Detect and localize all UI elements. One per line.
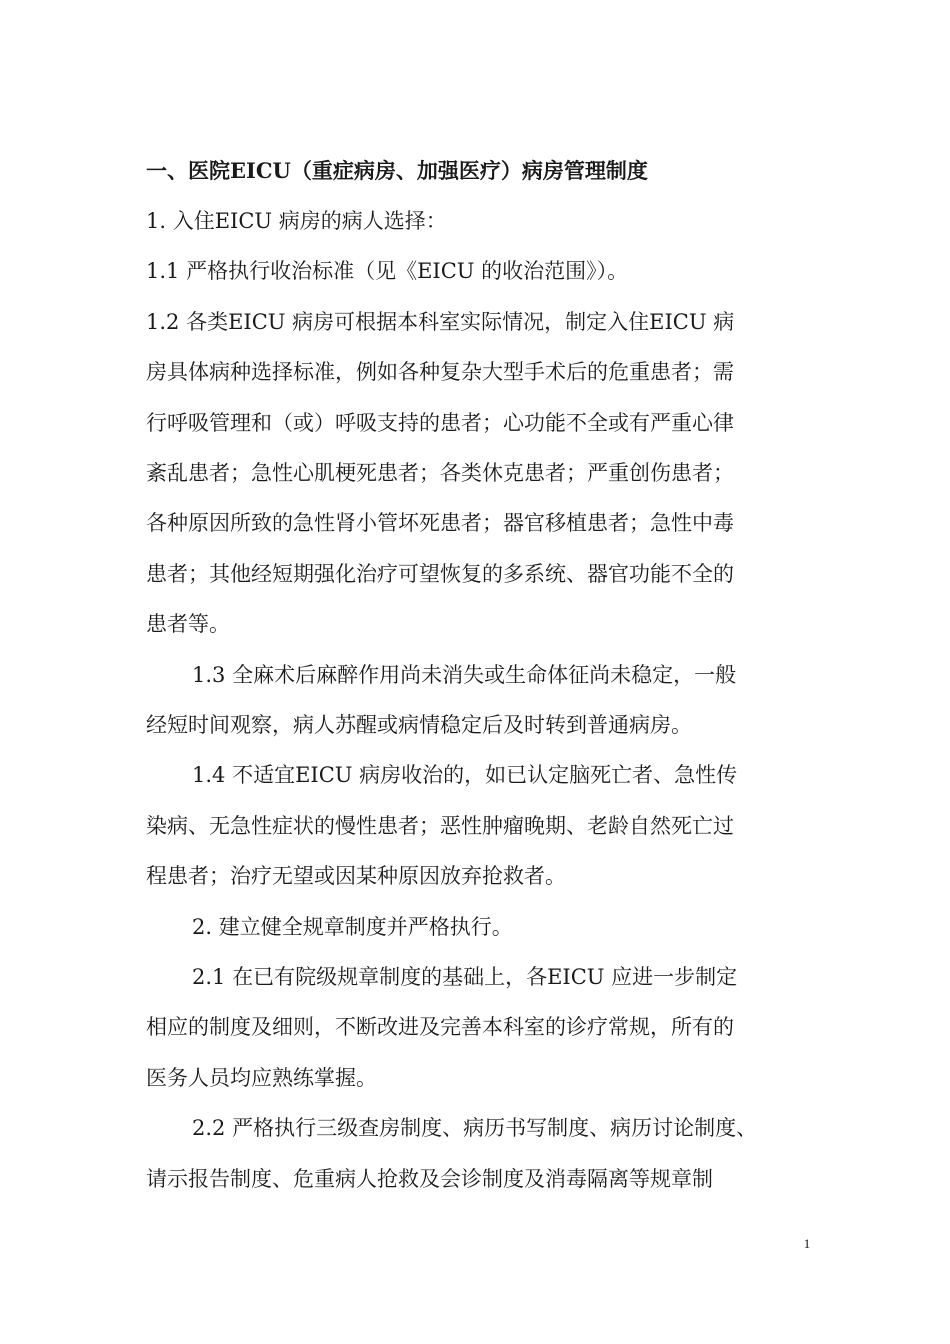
page-number: 1 (803, 1236, 811, 1251)
paragraph-line: 房具体病种选择标准，例如各种复杂大型手术后的危重患者；需 (146, 360, 734, 385)
paragraph-line: 相应的制度及细则，不断改进及完善本科室的诊疗常规，所有的 (146, 1015, 734, 1040)
paragraph-line: 患者；其他经短期强化治疗可望恢复的多系统、器官功能不全的 (146, 561, 734, 586)
paragraph-p14 (146, 750, 814, 901)
paragraph-p22 (146, 1103, 814, 1204)
paragraph-p12 (146, 297, 814, 650)
paragraph-line: 2.2 严格执行三级查房制度、病历书写制度、病历讨论制度、 (192, 1116, 758, 1141)
paragraph-p21 (146, 952, 814, 1103)
paragraph-line: 经短时间观察，病人苏醒或病情稳定后及时转到普通病房。 (146, 713, 692, 737)
paragraph-line: 行呼吸管理和（或）呼吸支持的患者；心功能不全或有严重心律 (146, 410, 734, 435)
paragraph-line: 请示报告制度、危重病人抢救及会诊制度及消毒隔离等规章制 (146, 1166, 713, 1191)
paragraph-p11 (146, 246, 814, 296)
paragraph-p2 (146, 902, 814, 952)
paragraph-line: 医务人员均应熟练掌握。 (146, 1065, 377, 1090)
paragraph-line: 1.3 全麻术后麻醉作用尚未消失或生命体征尚未稳定，一般 (192, 662, 737, 687)
paragraph-line: 程患者；治疗无望或因某种原因放弃抢救者。 (146, 864, 566, 889)
paragraph-p13 (146, 650, 814, 751)
paragraph-line: 1. 入住EICU 病房的病人选择： (146, 209, 447, 233)
paragraph-line: 各种原因所致的急性肾小管坏死患者；器官移植患者；急性中毒 (146, 511, 734, 536)
paragraph-line: 紊乱患者；急性心肌梗死患者；各类休克患者；严重创伤患者； (146, 461, 734, 486)
paragraph-line: 染病、无急性症状的慢性患者；恶性肿瘤晚期、老龄自然死亡过 (146, 813, 734, 838)
paragraph-line: 2.1 在已有院级规章制度的基础上，各EICU 应进一步制定 (192, 965, 738, 989)
paragraph-line: 1.2 各类EICU 病房可根据本科室实际情况，制定入住EICU 病 (146, 309, 735, 334)
paragraph-line: 2. 建立健全规章制度并严格执行。 (192, 914, 513, 939)
paragraph-p1 (146, 196, 814, 246)
paragraph-line: 1.1 严格执行收治标准（见《EICU 的收治范围》）。 (146, 259, 629, 284)
paragraph-line: 1.4 不适宜EICU 病房收治的，如已认定脑死亡者、急性传 (192, 763, 738, 788)
document-title: 一、医院EICU（重症病房、加强医疗）病房管理制度 (146, 158, 648, 183)
paragraph-line: 患者等。 (146, 612, 230, 637)
